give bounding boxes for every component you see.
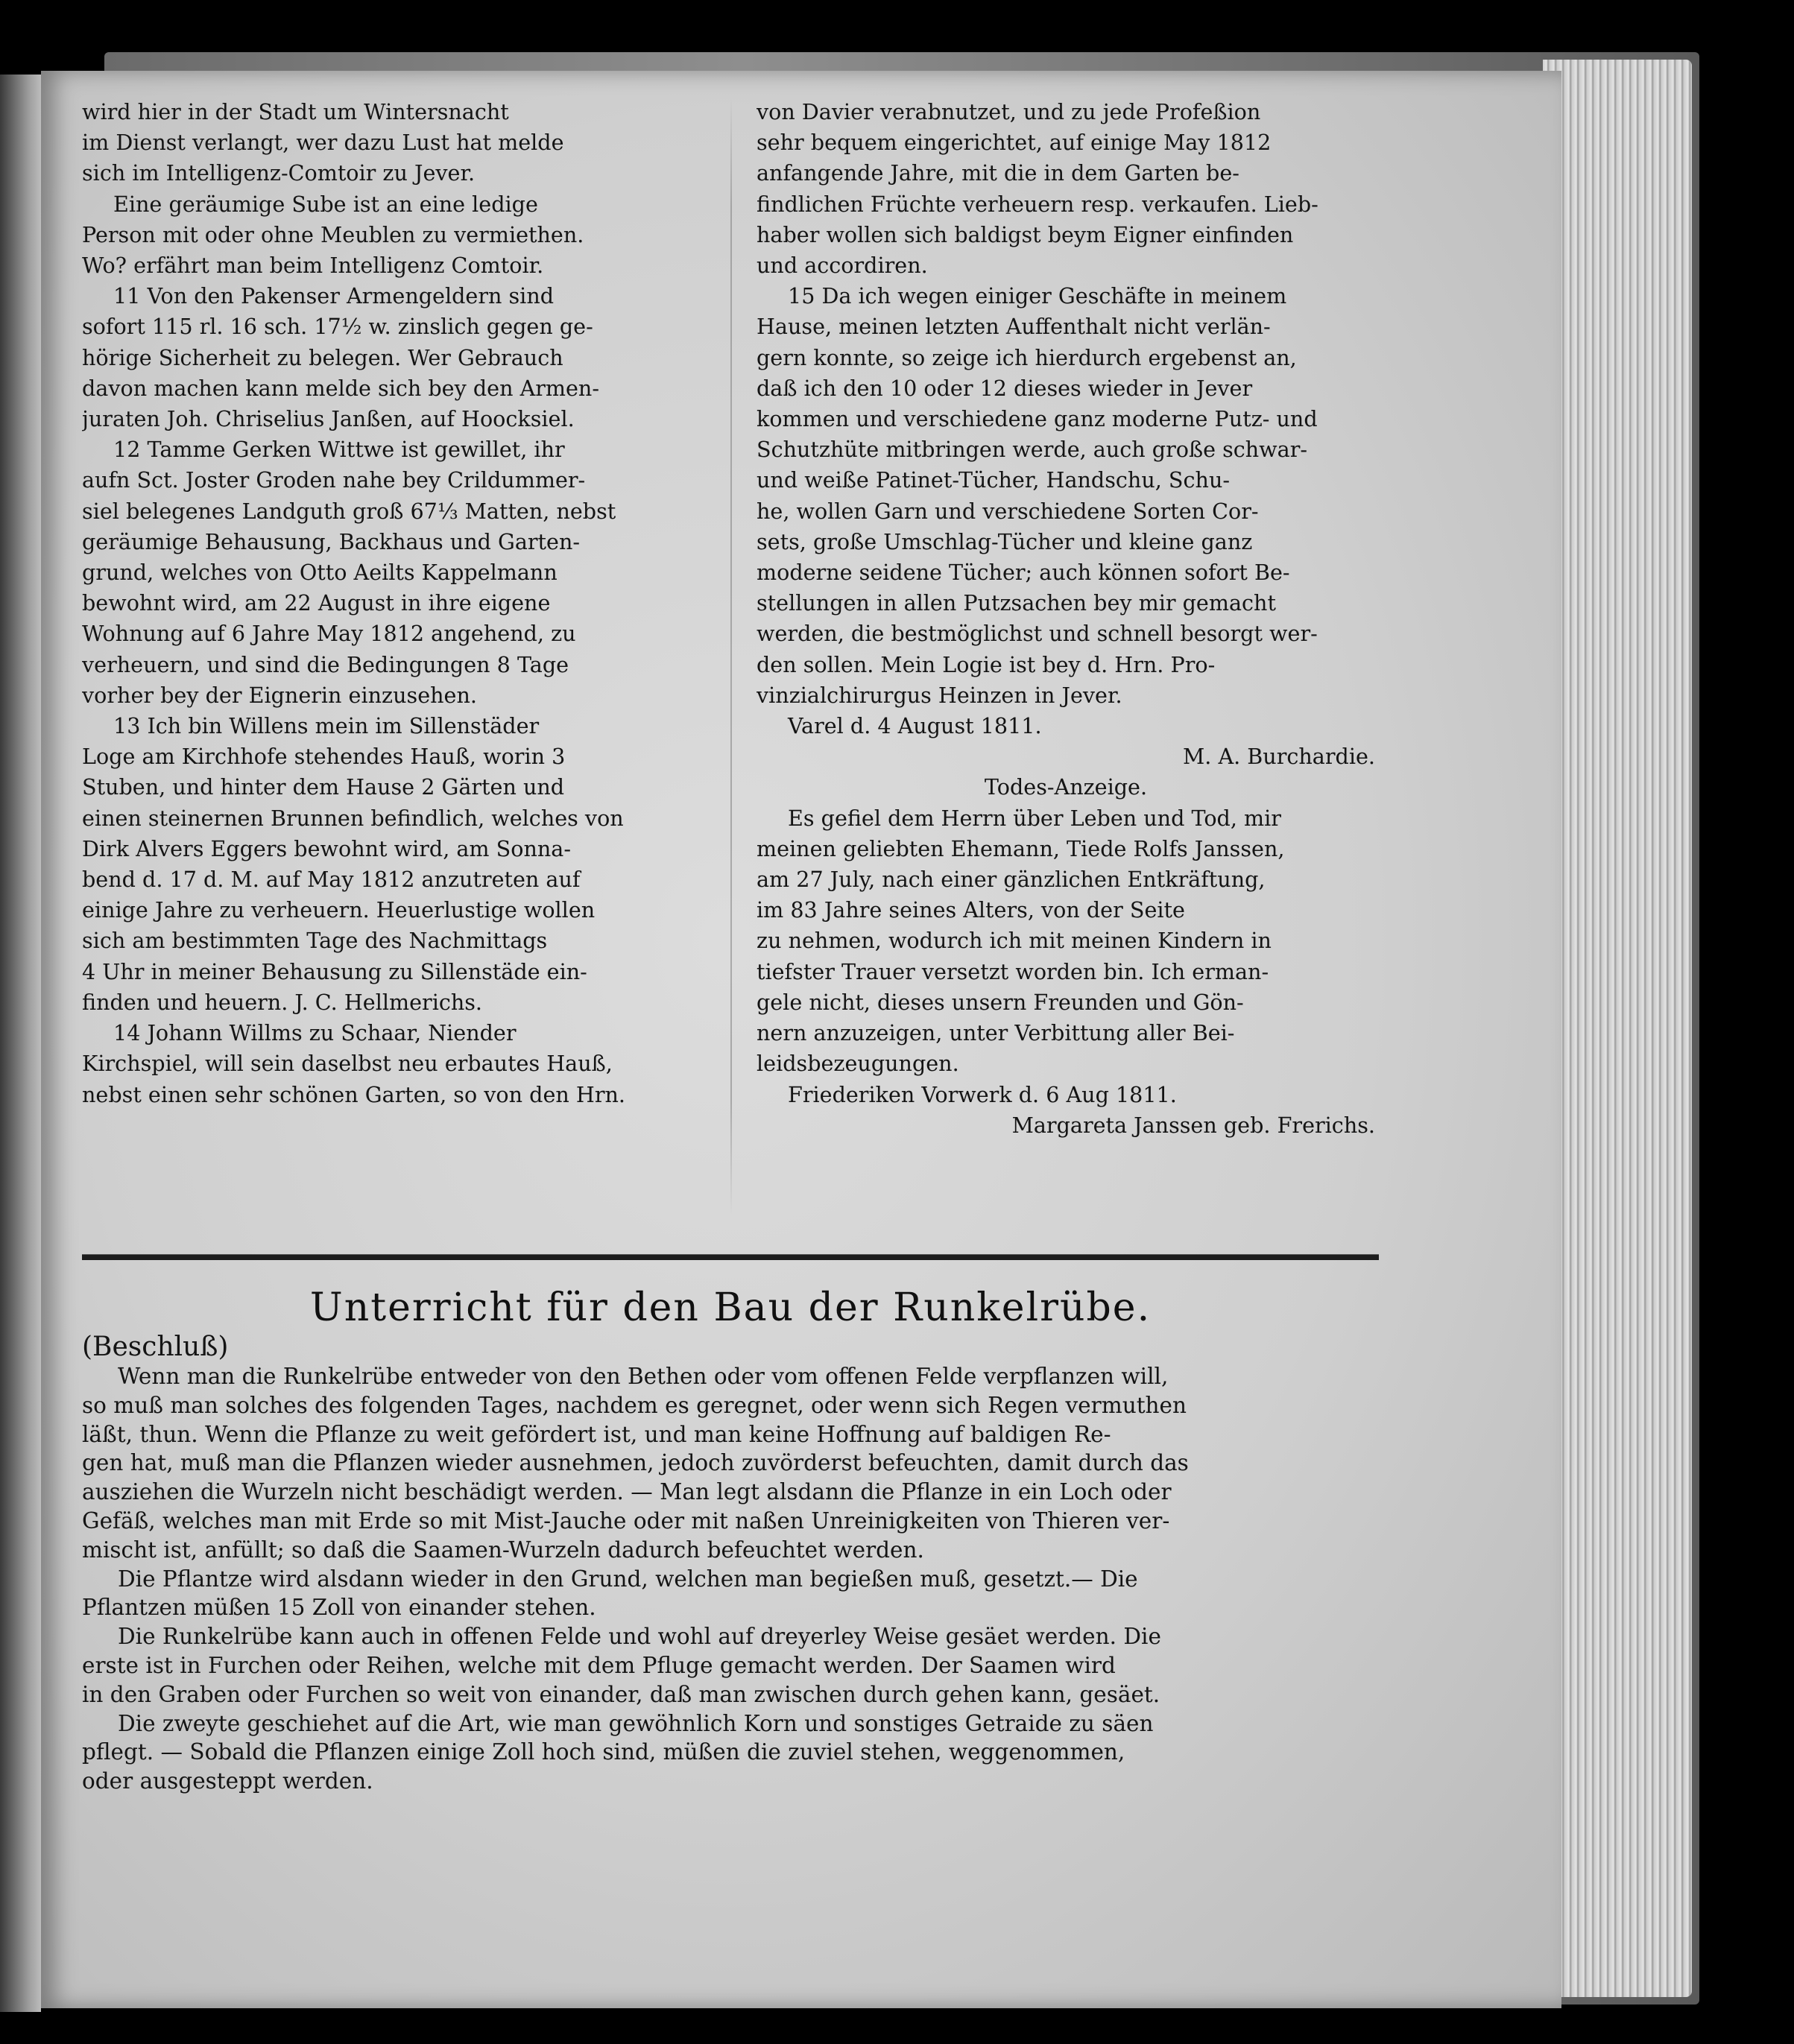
left-column-line: wird hier in der Stadt um Wintersnacht <box>82 99 509 124</box>
left-column-line: siel belegenes Landguth groß 67⅓ Matten, nebst <box>82 498 616 524</box>
right-column-line: am 27 July, nach einer gänzlichen Entkräftung, <box>757 867 1266 893</box>
left-column-line: Stuben, und hinter dem Hause 2 Gärten und <box>82 774 565 800</box>
left-column-line: 12 Tamme Gerken Wittwe ist gewillet, ihr <box>113 437 565 463</box>
left-column-line: einen steinernen Brunnen befindlich, welches von <box>82 805 624 831</box>
right-column-line: tiefster Trauer versetzt worden bin. Ich erman- <box>757 958 1269 984</box>
left-column-line: 13 Ich bin Willens mein im Sillenstäder <box>113 713 540 739</box>
right-column-line: den sollen. Mein Logie ist bey d. Hrn. Pro- <box>757 651 1216 677</box>
right-column-line: und accordiren. <box>757 253 928 279</box>
right-column-line: gele nicht, dieses unsern Freunden und Gön- <box>757 989 1244 1015</box>
left-column-line: verheuern, und sind die Bedingungen 8 Tage <box>82 651 569 677</box>
right-column-line: leidsbezeugungen. <box>757 1051 959 1077</box>
article-line: Die Runkelrübe kann auch in offenen Felde und wohl auf dreyerley Weise gesäet werden. Die <box>118 1624 1161 1650</box>
left-column-line: 11 Von den Pakenser Armengeldern sind <box>113 283 555 309</box>
right-column-line: und weiße Patinet-Tücher, Handschu, Schu- <box>757 467 1231 493</box>
facing-page-sliver <box>0 75 41 2012</box>
article-line: Wenn man die Runkelrübe entweder von den Bethen oder vom offenen Felde verpflanzen will, <box>118 1364 1169 1389</box>
left-column-line: Dirk Alvers Eggers bewohnt wird, am Sonna- <box>82 835 571 861</box>
left-column-line: einige Jahre zu verheuern. Heuerlustige wollen <box>82 897 596 923</box>
right-column-line: kommen und verschiedene ganz moderne Putz- und <box>757 406 1318 432</box>
left-column-line: davon machen kann melde sich bey den Armen- <box>82 375 599 401</box>
right-column-line: anfangende Jahre, mit die in dem Garten be- <box>757 160 1239 186</box>
right-column-line: stellungen in allen Putzsachen bey mir gemacht <box>757 590 1276 616</box>
right-column-line: Schutzhüte mitbringen werde, auch große schwar- <box>757 437 1308 463</box>
left-column-line: aufn Sct. Joster Groden nahe bey Crildummer- <box>82 467 586 493</box>
right-column-line: 15 Da ich wegen einiger Geschäfte in meinem <box>788 283 1287 309</box>
right-column-line: M. A. Burchardie. <box>1183 744 1375 770</box>
left-column-line: geräumige Behausung, Backhaus und Garten- <box>82 528 581 554</box>
left-column-line: hörige Sicherheit zu belegen. Wer Gebrauch <box>82 344 563 370</box>
left-column-line: 14 Johann Willms zu Schaar, Niender <box>113 1020 517 1046</box>
right-column-line: von Davier verabnutzet, und zu jede Profeßion <box>757 99 1261 124</box>
notice-columns <box>82 97 1379 1222</box>
article-subtitle: (Beschluß) <box>82 1332 229 1362</box>
column-divider <box>730 97 732 1215</box>
right-column-line: Hause, meinen letzten Auffenthalt nicht verlän- <box>757 314 1271 340</box>
left-column-line: bend d. 17 d. M. auf May 1812 anzutreten auf <box>82 867 581 893</box>
article-line: mischt ist, anfüllt; so daß die Saamen-Wurzeln dadurch befeuchtet werden. <box>82 1537 924 1563</box>
right-column-line: gern konnte, so zeige ich hierdurch ergebenst an, <box>757 344 1297 370</box>
article-line: so muß man solches des folgenden Tages, nachdem es geregnet, oder wenn sich Regen vermuthen <box>82 1392 1187 1418</box>
left-column-line: Wo? erfährt man beim Intelligenz Comtoir. <box>82 253 544 279</box>
article-line: gen hat, muß man die Pflanzen wieder ausnehmen, jedoch zuvörderst befeuchten, damit durch das <box>82 1450 1189 1476</box>
left-column-line: Eine geräumige Sube ist an eine ledige <box>113 191 538 217</box>
page-edges-stack <box>1543 60 1692 1997</box>
right-column-line: Es gefiel dem Herrn über Leben und Tod, mir <box>788 805 1281 831</box>
right-column-line: Friederiken Vorwerk d. 6 Aug 1811. <box>788 1081 1177 1107</box>
right-column-line: he, wollen Garn und verschiedene Sorten Cor- <box>757 498 1259 524</box>
article-line: Die Pflantze wird alsdann wieder in den Grund, welchen man begießen muß, gesetzt.— Die <box>118 1566 1138 1592</box>
left-column-line: nebst einen sehr schönen Garten, so von den Hrn. <box>82 1081 625 1107</box>
left-column-line: vorher bey der Eignerin einzusehen. <box>82 682 477 708</box>
left-column-line: bewohnt wird, am 22 August in ihre eigene <box>82 590 551 616</box>
left-column-line: sich im Intelligenz-Comtoir zu Jever. <box>82 160 476 186</box>
right-column-line: im 83 Jahre seines Alters, von der Seite <box>757 897 1185 923</box>
section-rule <box>82 1254 1379 1260</box>
right-column-line: werden, die bestmöglichst und schnell besorgt wer- <box>757 621 1318 647</box>
article-line: oder ausgesteppt werden. <box>82 1768 373 1794</box>
article-line: Die zweyte geschiehet auf die Art, wie man gewöhnlich Korn und sonstiges Getraide zu säen <box>118 1710 1154 1736</box>
article-line: Gefäß, welches man mit Erde so mit Mist-Jauche oder mit naßen Unreinigkeiten von Thieren ver- <box>82 1507 1170 1534</box>
left-column-line: Kirchspiel, will sein daselbst neu erbautes Hauß, <box>82 1051 613 1077</box>
right-column-line: meinen geliebten Ehemann, Tiede Rolfs Janssen, <box>757 835 1285 861</box>
left-column-line: sofort 115 rl. 16 sch. 17½ w. zinslich gegen ge- <box>82 314 593 340</box>
right-column-line: sehr bequem eingerichtet, auf einige May 1812 <box>757 130 1272 156</box>
right-column-line: daß ich den 10 oder 12 dieses wieder in Jever <box>757 375 1253 401</box>
left-column-line: sich am bestimmten Tage des Nachmittags <box>82 928 548 954</box>
article-line: läßt, thun. Wenn die Pflanze zu weit gefördert ist, und man keine Hoffnung auf baldigen Re- <box>82 1421 1111 1447</box>
article-line: Pflantzen müßen 15 Zoll von einander stehen. <box>82 1595 596 1621</box>
left-column-line: Wohnung auf 6 Jahre May 1812 angehend, zu <box>82 621 576 647</box>
left-column-line: im Dienst verlangt, wer dazu Lust hat melde <box>82 130 564 156</box>
right-column-line: moderne seidene Tücher; auch können sofort Be- <box>757 560 1290 586</box>
right-column-line: sets, große Umschlag-Tücher und kleine ganz <box>757 528 1253 554</box>
article-line: erste ist in Furchen oder Reihen, welche mit dem Pfluge gemacht werden. Der Saamen wird <box>82 1652 1116 1678</box>
left-column-line: juraten Joh. Chriselius Janßen, auf Hoocksiel. <box>82 406 575 432</box>
right-column-line: Todes-Anzeige. <box>984 774 1148 800</box>
left-column <box>82 97 708 1110</box>
article-body <box>82 1362 1379 1796</box>
right-column-line: haber wollen sich baldigst beym Eigner einfinden <box>757 221 1294 247</box>
article-title: Unterricht für den Bau der Runkelrübe. <box>309 1285 1152 1330</box>
left-column-line: Loge am Kirchhofe stehendes Hauß, worin 3 <box>82 744 566 770</box>
right-column-line: Margareta Janssen geb. Frerichs. <box>1011 1112 1375 1138</box>
right-column-line: findlichen Früchte verheuern resp. verkaufen. Lieb- <box>757 191 1318 217</box>
left-column-line: finden und heuern. J. C. Hellmerichs. <box>82 989 483 1015</box>
right-column-line: Varel d. 4 August 1811. <box>788 713 1042 739</box>
right-column-line: vinzialchirurgus Heinzen in Jever. <box>757 682 1122 708</box>
right-column-line: zu nehmen, wodurch ich mit meinen Kindern in <box>757 928 1272 954</box>
left-column-line: 4 Uhr in meiner Behausung zu Sillenstäde ein- <box>82 958 587 984</box>
article-line: ausziehen die Wurzeln nicht beschädigt werden. — Man legt alsdann die Pflanze in ein Loch oder <box>82 1479 1172 1505</box>
right-column <box>757 97 1375 1141</box>
right-column-line: nern anzuzeigen, unter Verbittung aller Bei- <box>757 1020 1235 1046</box>
left-column-line: Person mit oder ohne Meublen zu vermiethen. <box>82 221 584 247</box>
article-line: pflegt. — Sobald die Pflanzen einige Zoll hoch sind, müßen die zuviel stehen, weggenommen, <box>82 1739 1125 1765</box>
left-column-line: grund, welches von Otto Aeilts Kappelmann <box>82 560 558 586</box>
article-line: in den Graben oder Furchen so weit von einander, daß man zwischen durch gehen kann, gesäet. <box>82 1681 1160 1707</box>
